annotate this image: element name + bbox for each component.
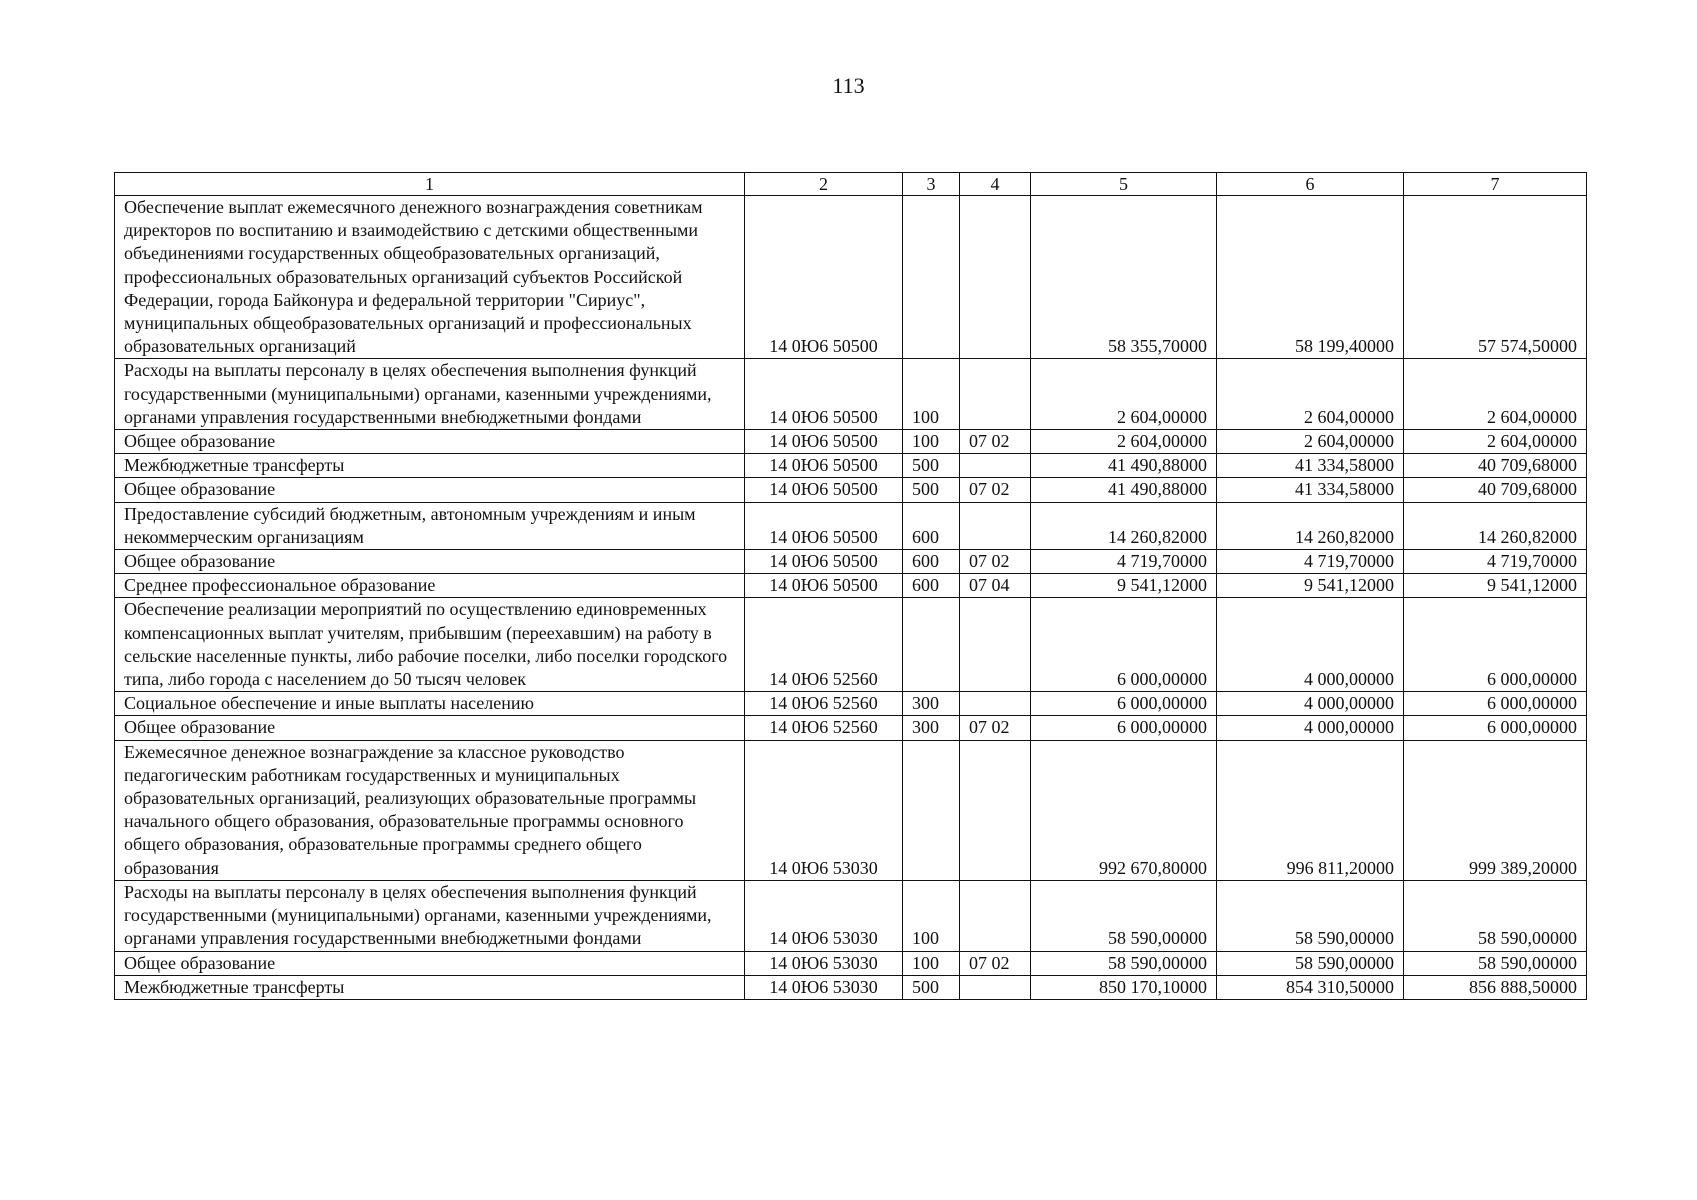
row-amount-col5: 58 590,00000 [1031, 880, 1217, 951]
row-target-code: 14 0Ю6 52560 [745, 598, 903, 692]
row-amount-col5: 14 260,82000 [1031, 502, 1217, 549]
row-amount-col5: 6 000,00000 [1031, 716, 1217, 740]
row-description: Межбюджетные трансферты [115, 975, 745, 999]
row-description: Общее образование [115, 430, 745, 454]
row-section [960, 196, 1031, 359]
row-amount-col6: 854 310,50000 [1217, 975, 1404, 999]
row-expense-type [903, 740, 960, 880]
row-expense-type: 500 [903, 478, 960, 502]
row-amount-col5: 992 670,80000 [1031, 740, 1217, 880]
row-amount-col7: 9 541,12000 [1404, 574, 1587, 598]
row-amount-col7: 6 000,00000 [1404, 692, 1587, 716]
row-description: Общее образование [115, 478, 745, 502]
row-section [960, 454, 1031, 478]
row-section: 07 02 [960, 430, 1031, 454]
row-amount-col7: 40 709,68000 [1404, 454, 1587, 478]
row-target-code: 14 0Ю6 50500 [745, 574, 903, 598]
table-row [115, 951, 1587, 975]
row-amount-col5: 41 490,88000 [1031, 454, 1217, 478]
table-row [115, 478, 1587, 502]
table-row [115, 359, 1587, 430]
row-amount-col7: 14 260,82000 [1404, 502, 1587, 549]
row-amount-col7: 4 719,70000 [1404, 550, 1587, 574]
row-amount-col5: 850 170,10000 [1031, 975, 1217, 999]
row-target-code: 14 0Ю6 52560 [745, 692, 903, 716]
row-expense-type: 600 [903, 502, 960, 549]
row-description: Общее образование [115, 951, 745, 975]
row-target-code: 14 0Ю6 53030 [745, 740, 903, 880]
row-description: Ежемесячное денежное вознаграждение за классное руководство педагогическим работникам государственных и муниципальных образовательных организаций, реализующих образовательные программы начального общего образования, образовательные программы основного общего образования, образовательные программы среднего общего образования [115, 740, 745, 880]
row-section: 07 02 [960, 716, 1031, 740]
row-amount-col7: 40 709,68000 [1404, 478, 1587, 502]
row-expense-type [903, 598, 960, 692]
row-amount-col6: 996 811,20000 [1217, 740, 1404, 880]
row-description: Социальное обеспечение и иные выплаты населению [115, 692, 745, 716]
row-expense-type: 600 [903, 574, 960, 598]
row-expense-type [903, 196, 960, 359]
table-row [115, 454, 1587, 478]
row-expense-type: 600 [903, 550, 960, 574]
header-cell: 5 [1031, 173, 1217, 196]
table-row [115, 196, 1587, 359]
row-section: 07 02 [960, 951, 1031, 975]
row-description: Предоставление субсидий бюджетным, автономным учреждениям и иным некоммерческим организациям [115, 502, 745, 549]
table-row [115, 550, 1587, 574]
row-expense-type: 100 [903, 880, 960, 951]
row-target-code: 14 0Ю6 50500 [745, 502, 903, 549]
row-expense-type: 500 [903, 975, 960, 999]
row-expense-type: 500 [903, 454, 960, 478]
row-amount-col6: 4 000,00000 [1217, 716, 1404, 740]
row-section [960, 975, 1031, 999]
page-number: 113 [832, 73, 865, 98]
row-amount-col7: 6 000,00000 [1404, 598, 1587, 692]
row-description: Среднее профессиональное образование [115, 574, 745, 598]
row-amount-col6: 4 000,00000 [1217, 598, 1404, 692]
row-amount-col6: 4 719,70000 [1217, 550, 1404, 574]
table-row [115, 975, 1587, 999]
row-description: Общее образование [115, 716, 745, 740]
row-amount-col7: 6 000,00000 [1404, 716, 1587, 740]
row-target-code: 14 0Ю6 50500 [745, 478, 903, 502]
row-amount-col5: 9 541,12000 [1031, 574, 1217, 598]
row-amount-col6: 41 334,58000 [1217, 454, 1404, 478]
row-target-code: 14 0Ю6 50500 [745, 550, 903, 574]
row-amount-col6: 58 590,00000 [1217, 880, 1404, 951]
row-target-code: 14 0Ю6 50500 [745, 454, 903, 478]
table-row [115, 502, 1587, 549]
row-section: 07 02 [960, 478, 1031, 502]
table-row [115, 692, 1587, 716]
budget-table [114, 172, 1587, 1000]
row-description: Межбюджетные трансферты [115, 454, 745, 478]
row-expense-type: 300 [903, 692, 960, 716]
table-row [115, 716, 1587, 740]
header-row [115, 173, 1587, 196]
row-description: Обеспечение реализации мероприятий по осуществлению единовременных компенсационных выплат учителям, прибывшим (переехавшим) на работу в сельские населенные пункты, либо рабочие поселки, либо поселки городского типа, либо города с населением до 50 тысяч человек [115, 598, 745, 692]
row-amount-col7: 2 604,00000 [1404, 359, 1587, 430]
row-expense-type: 100 [903, 430, 960, 454]
row-section [960, 740, 1031, 880]
row-section [960, 692, 1031, 716]
row-target-code: 14 0Ю6 50500 [745, 196, 903, 359]
row-description: Расходы на выплаты персоналу в целях обеспечения выполнения функций государственными (муниципальными) органами, казенными учреждениями, органами управления государственными внебюджетными фондами [115, 880, 745, 951]
header-cell: 1 [115, 173, 745, 196]
row-amount-col5: 58 590,00000 [1031, 951, 1217, 975]
header-cell: 3 [903, 173, 960, 196]
row-target-code: 14 0Ю6 53030 [745, 975, 903, 999]
row-expense-type: 100 [903, 359, 960, 430]
header-cell: 2 [745, 173, 903, 196]
table-row [115, 598, 1587, 692]
row-amount-col5: 2 604,00000 [1031, 359, 1217, 430]
row-section [960, 598, 1031, 692]
header-cell: 7 [1404, 173, 1587, 196]
row-amount-col6: 58 590,00000 [1217, 951, 1404, 975]
table-row [115, 740, 1587, 880]
row-expense-type: 300 [903, 716, 960, 740]
header-cell: 4 [960, 173, 1031, 196]
row-amount-col5: 6 000,00000 [1031, 692, 1217, 716]
row-amount-col7: 2 604,00000 [1404, 430, 1587, 454]
row-amount-col6: 4 000,00000 [1217, 692, 1404, 716]
row-expense-type: 100 [903, 951, 960, 975]
row-target-code: 14 0Ю6 52560 [745, 716, 903, 740]
header-cell: 6 [1217, 173, 1404, 196]
row-amount-col5: 6 000,00000 [1031, 598, 1217, 692]
row-amount-col7: 856 888,50000 [1404, 975, 1587, 999]
row-section [960, 359, 1031, 430]
row-amount-col6: 2 604,00000 [1217, 359, 1404, 430]
row-amount-col7: 58 590,00000 [1404, 951, 1587, 975]
row-section: 07 04 [960, 574, 1031, 598]
row-amount-col5: 58 355,70000 [1031, 196, 1217, 359]
row-amount-col5: 41 490,88000 [1031, 478, 1217, 502]
row-description: Общее образование [115, 550, 745, 574]
row-amount-col6: 9 541,12000 [1217, 574, 1404, 598]
row-amount-col6: 58 199,40000 [1217, 196, 1404, 359]
row-section [960, 502, 1031, 549]
row-amount-col6: 2 604,00000 [1217, 430, 1404, 454]
row-amount-col7: 999 389,20000 [1404, 740, 1587, 880]
table-row [115, 430, 1587, 454]
row-description: Расходы на выплаты персоналу в целях обеспечения выполнения функций государственными (муниципальными) органами, казенными учреждениями, органами управления государственными внебюджетными фондами [115, 359, 745, 430]
table-row [115, 880, 1587, 951]
row-target-code: 14 0Ю6 53030 [745, 951, 903, 975]
row-amount-col7: 58 590,00000 [1404, 880, 1587, 951]
row-description: Обеспечение выплат ежемесячного денежного вознаграждения советникам директоров по воспитанию и взаимодействию с детскими общественными объединениями государственных общеобразовательных организаций, профессиональных образовательных организаций субъектов Российской Федерации, города Байконура и федеральной территории "Сириус", муниципальных общеобразовательных организаций и профессиональных образовательных организаций [115, 196, 745, 359]
row-section [960, 880, 1031, 951]
row-target-code: 14 0Ю6 50500 [745, 430, 903, 454]
row-target-code: 14 0Ю6 53030 [745, 880, 903, 951]
row-amount-col7: 57 574,50000 [1404, 196, 1587, 359]
row-amount-col6: 14 260,82000 [1217, 502, 1404, 549]
row-amount-col5: 4 719,70000 [1031, 550, 1217, 574]
row-target-code: 14 0Ю6 50500 [745, 359, 903, 430]
row-amount-col5: 2 604,00000 [1031, 430, 1217, 454]
table-row [115, 574, 1587, 598]
row-amount-col6: 41 334,58000 [1217, 478, 1404, 502]
row-section: 07 02 [960, 550, 1031, 574]
